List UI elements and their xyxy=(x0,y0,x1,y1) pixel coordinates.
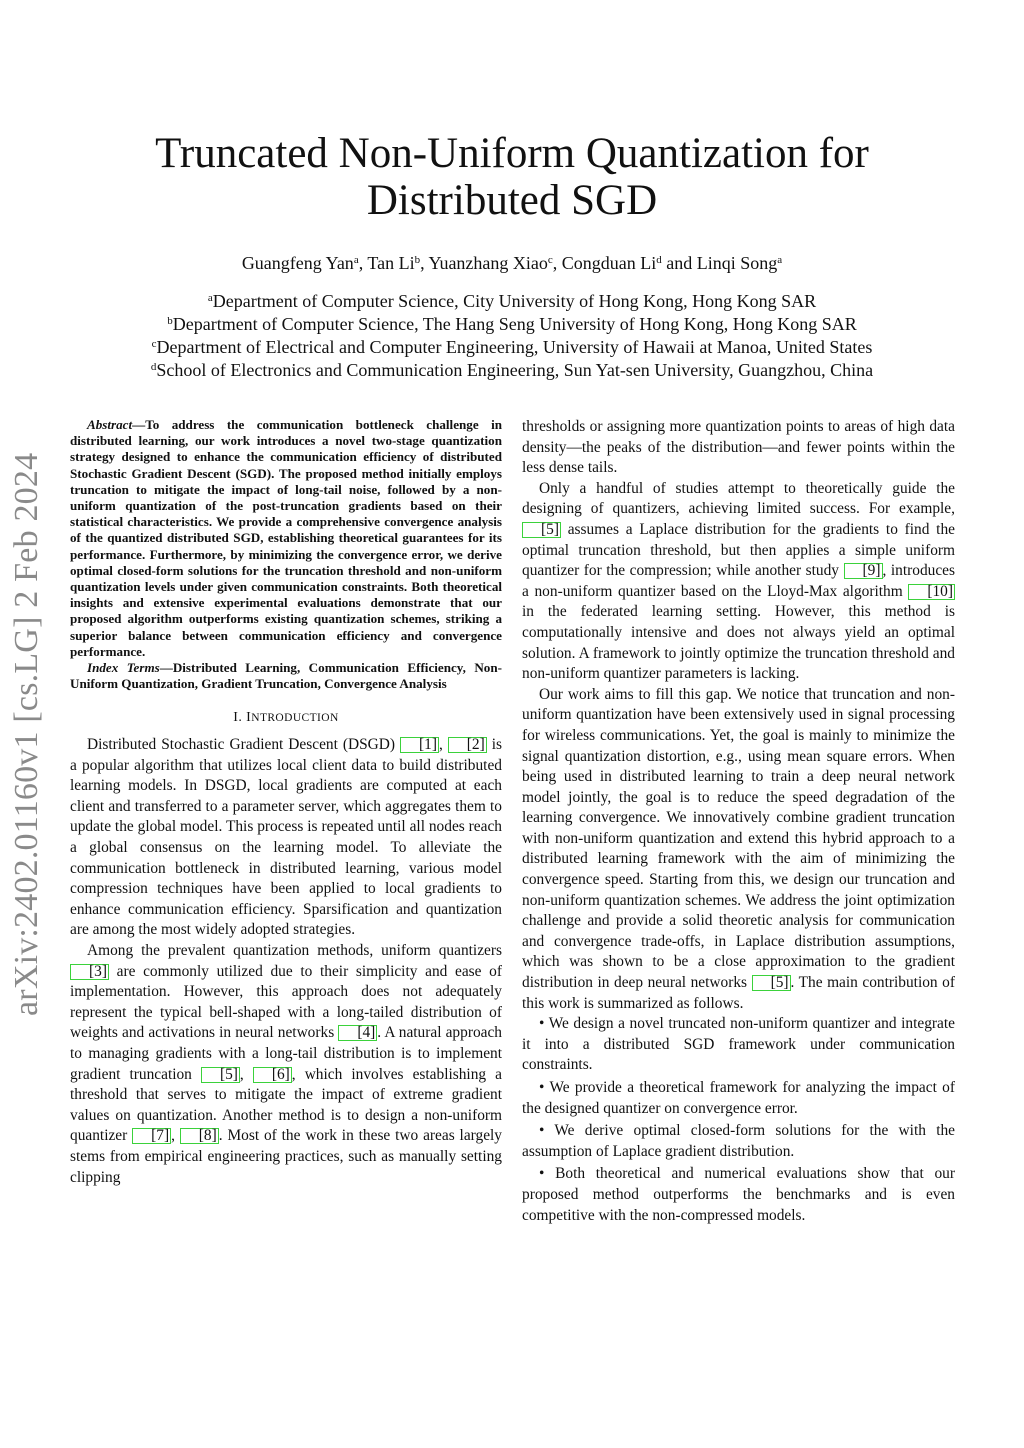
text-run: . Most of the work in these two areas largely stems from empirical engineering practices, such as manually setting clipping xyxy=(70,1127,502,1186)
author-affil-mark: a xyxy=(353,254,359,266)
text-run: Distributed Stochastic Gradient Descent (DSGD) xyxy=(87,736,400,754)
abstract-label: Abstract xyxy=(87,417,133,432)
citation-link[interactable]: [1] xyxy=(400,737,439,753)
bullet-text: Both theoretical and numerical evaluations show that our proposed method outperforms the benchmarks and is even competitive with the non-compressed models. xyxy=(522,1165,955,1224)
citation-link[interactable]: [5] xyxy=(752,975,791,991)
text-run: Among the prevalent quantization methods, uniform quantizers xyxy=(87,941,502,959)
section-title-rest: NTRODUCTION xyxy=(251,712,339,725)
author-affil-mark: a xyxy=(777,254,783,266)
citation-link[interactable]: [4] xyxy=(338,1025,377,1041)
contribution-bullet xyxy=(522,1164,955,1226)
bullet-icon: • xyxy=(539,1165,545,1183)
text-run: , which involves establishing a threshold that serves to mitigate the impact of extreme gradient values on quantization. Another method is to design a non-uniform quantizer xyxy=(70,1065,502,1145)
affiliation-line xyxy=(90,290,934,313)
author-name: , Congduan Li xyxy=(552,253,657,273)
citation-link[interactable]: [5] xyxy=(201,1067,240,1083)
bullet-icon: • xyxy=(539,1122,545,1140)
intro-paragraph-2-continued: thresholds or assigning more quantization points to areas of high data density—the peaks of the distribution—and fewer points within the less dense tails. xyxy=(522,418,955,477)
affiliation-mark: a xyxy=(207,292,213,304)
text-run: , xyxy=(438,736,448,754)
intro-paragraph-1 xyxy=(70,735,502,941)
affiliation-mark: d xyxy=(150,361,157,373)
text-run: . A natural approach to managing gradients with a long-tail distribution is to implement gradient truncation xyxy=(70,1024,502,1083)
citation-link[interactable]: [3] xyxy=(70,964,109,980)
affiliation-mark: b xyxy=(167,315,173,327)
affiliation-mark: c xyxy=(151,338,157,350)
section-number: I. xyxy=(233,710,247,726)
contribution-bullet xyxy=(522,1121,955,1162)
paper-title xyxy=(90,130,934,224)
citation-link[interactable]: [7] xyxy=(132,1128,171,1144)
index-terms-label: Index Terms xyxy=(87,660,160,676)
bullet-text: We design a novel truncated non-uniform quantizer and integrate it into a distributed SGD framework under communication constraints. xyxy=(522,1015,955,1074)
citation-link[interactable]: [5] xyxy=(522,522,561,538)
bullet-icon: • xyxy=(539,1015,545,1033)
bullet-text: We derive optimal closed-form solutions for the with the assumption of Laplace gradient distribution. xyxy=(522,1122,955,1160)
bullet-icon: • xyxy=(539,1079,545,1096)
text-run: , xyxy=(239,1065,253,1083)
index-terms xyxy=(70,660,502,692)
text-run: , introduces a non-uniform quantizer based on the Lloyd-Max algorithm xyxy=(522,562,955,600)
author-name: , Yuanzhang Xiao xyxy=(420,253,548,273)
citation-link[interactable]: [8] xyxy=(180,1128,219,1144)
title-line-1: Truncated Non-Uniform Quantization for xyxy=(155,130,869,177)
left-column xyxy=(70,417,502,1188)
section-heading-introduction xyxy=(70,708,502,729)
author-affil-mark: c xyxy=(547,254,553,266)
citation-link[interactable]: [9] xyxy=(844,563,883,579)
citation-link[interactable]: [2] xyxy=(448,737,487,753)
title-line-2: Distributed SGD xyxy=(366,177,658,224)
right-column xyxy=(522,417,955,1228)
text-run: Our work aims to fill this gap. We notice that truncation and non-uniform quantization have been extensively used in signal processing for wireless communications. Yet, the goal is mainly to minimize the signal quantization distortion, e.g., using mean square errors. When being used in distributed learning to train a deep neural network model jointly, the goal is to reduce the speed degradation of the learning convergence. We innovatively combine gradient truncation with non-uniform quantization and extend this hybrid approach to a distributed learning framework with the aim of minimizing the convergence speed. Starting from this, we design our truncation and non-uniform quantization schemes. We address the joint optimization challenge and provide a solid theoretic analysis for communication and convergence trade-offs, in Laplace distribution assumptions, which was shown to be a close approximation to the gradient distribution in deep neural networks xyxy=(522,685,955,992)
author-affil-mark: d xyxy=(656,254,662,266)
text-run: , xyxy=(171,1127,180,1145)
text-run: assumes a Laplace distribution for the gradients to find the optimal truncation threshold, but then applies a simple uniform quantizer for the compression; while another study xyxy=(522,520,955,580)
text-run: is a popular algorithm that utilizes local client data to build distributed learning models. In DSGD, local gradients are computed at each client and transferred to a parameter server, which aggregates them to update the global model. This process is repeated until all nodes reach a global consensus on the learning model. To alleviate the communication bottleneck in distributed learning, various model compression techniques have been applied to local gradients to enhance communication efficiency. Sparsification and quantization are among the most widely adopted strategies. xyxy=(70,736,502,939)
bullet-text: We provide a theoretical framework for analyzing the impact of the designed quantizer on convergence error. xyxy=(522,1079,955,1117)
author-name: Guangfeng Yan xyxy=(241,253,354,273)
abstract xyxy=(70,417,502,660)
citation-link[interactable]: [6] xyxy=(253,1067,292,1083)
text-run: are commonly utilized due to their simplicity and ease of implementation. However, this approach does not adequately represent the typical bell-shaped with a long-tailed distribution of weights and activations in neural networks xyxy=(70,962,502,1042)
affiliation-line xyxy=(90,313,934,336)
citation-link[interactable]: [10] xyxy=(908,584,955,600)
affiliation-list xyxy=(90,290,934,382)
contribution-bullet xyxy=(522,1014,955,1076)
intro-paragraph-4 xyxy=(522,685,955,1015)
text-run: . The main contribution of this work is summarized as follows. xyxy=(522,974,955,1012)
affiliation-line xyxy=(90,336,934,359)
author-name: , Tan Li xyxy=(358,253,415,273)
arxiv-identifier-stamp: arXiv:2402.01160v1 [cs.LG] 2 Feb 2024 xyxy=(8,452,45,1016)
author-affil-mark: b xyxy=(414,254,421,266)
affiliation-line xyxy=(90,359,934,382)
affiliation-text: Department of Electrical and Computer Engineering, University of Hawaii at Manoa, United States xyxy=(156,337,873,357)
intro-paragraph-3 xyxy=(522,479,955,685)
text-run: in the federated learning setting. However, this method is computationally intensive and does not always yield an optimal solution. A framework to jointly optimize the truncation threshold and non-uniform quantizer parameters is lacking. xyxy=(522,603,955,683)
abstract-text: —To address the communication bottleneck challenge in distributed learning, our work introduces a novel two-stage quantization strategy designed to enhance the communication efficiency of distributed Stochastic Gradient Descent (SGD). The proposed method initially employs truncation to mitigate the impact of long-tail noise, followed by a non-uniform quantization of the post-truncation gradients based on their statistical characteristics. We provide a comprehensive convergence analysis of the quantized distributed SGD, establishing theoretical guarantees for its performance. Furthermore, by minimizing the convergence error, we derive optimal closed-form solutions for the truncation threshold and non-uniform quantization levels under given communication constraints. Both theoretical insights and extensive experimental evaluations demonstrate that our proposed algorithm outperforms existing quantization schemes, striking a superior balance between communication efficiency and convergence performance. xyxy=(70,417,502,659)
author-name: and Linqi Song xyxy=(661,253,778,273)
affiliation-text: School of Electronics and Communication Engineering, Sun Yat-sen University, Guangzhou, China xyxy=(156,360,874,380)
contribution-bullet xyxy=(522,1078,955,1119)
index-terms-text: —Distributed Learning, Communication Efficiency, Non-Uniform Quantization, Gradient Truncation, Convergence Analysis xyxy=(70,660,502,692)
intro-paragraph-2 xyxy=(70,941,502,1188)
author-list xyxy=(90,252,934,274)
affiliation-text: Department of Computer Science, City University of Hong Kong, Hong Kong SAR xyxy=(212,291,817,311)
section-title-initial: I xyxy=(246,710,252,726)
affiliation-text: Department of Computer Science, The Hang Seng University of Hong Kong, Hong Kong SAR xyxy=(172,314,857,334)
text-run: Only a handful of studies attempt to theoretically guide the designing of quantizers, achieving limited success. For example, xyxy=(522,479,955,518)
